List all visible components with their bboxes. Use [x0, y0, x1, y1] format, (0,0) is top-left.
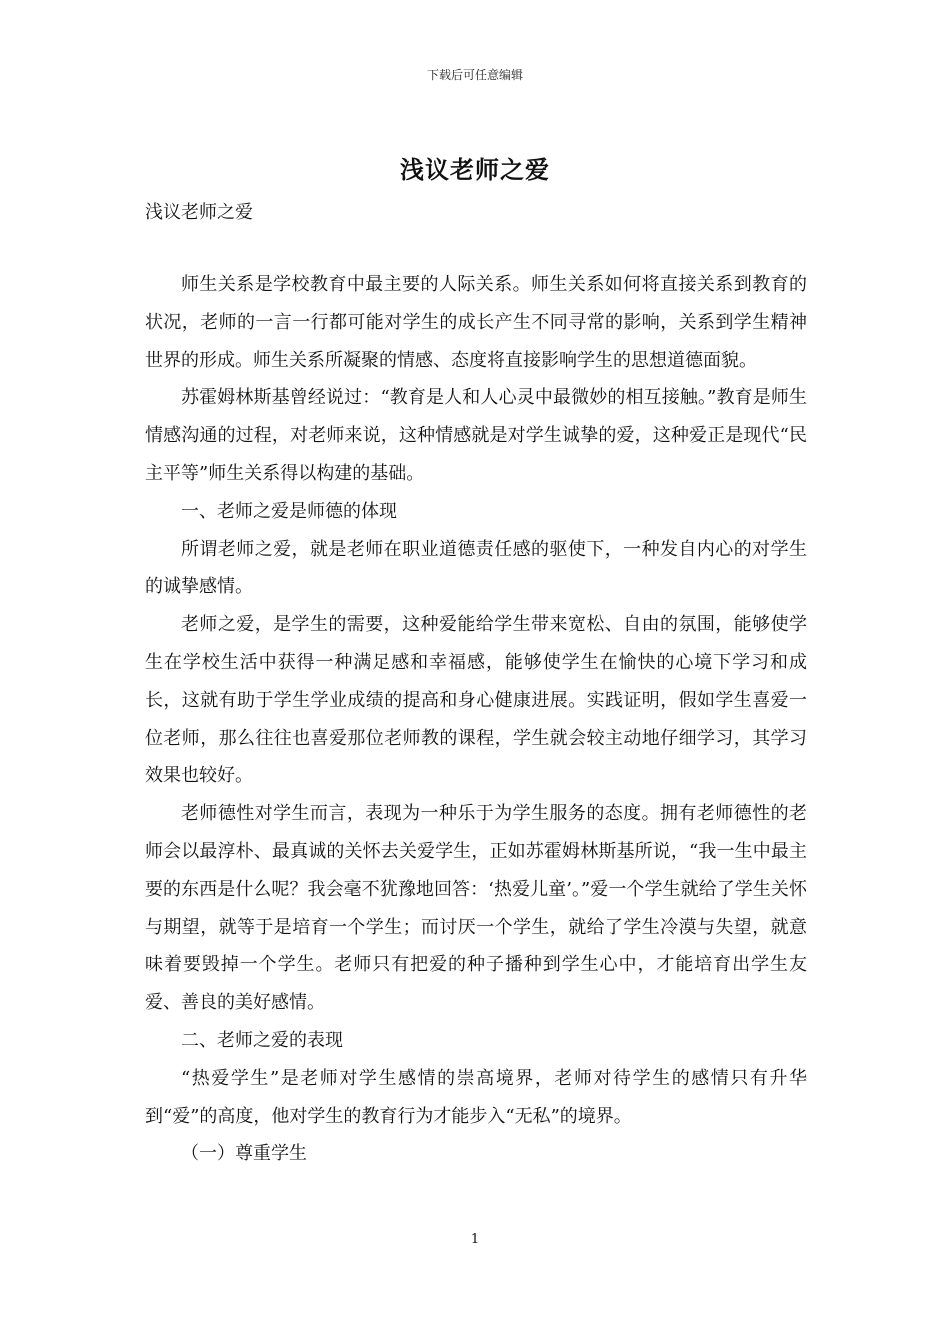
paragraph: “热爱学生”是老师对学生感情的崇高境界，老师对待学生的感情只有升华到“爱”的高度，他对学生的教育行为才能步入“无私”的境界。: [145, 1067, 807, 1127]
page-number: 1: [470, 1232, 480, 1247]
document-title: 浅议老师之爱: [400, 155, 550, 184]
paragraph: 师生关系是学校教育中最主要的人际关系。师生关系如何将直接关系到教育的状况，老师的一言一行都可能对学生的成长产生不同寻常的影响，关系到学生精神世界的形成。师生关系所凝聚的情感、态度将直接影响学生的思想道德面貌。: [145, 274, 807, 371]
paragraph: 所谓老师之爱，就是老师在职业道德责任感的驱使下，一种发自内心的对学生的诚挚感情。: [145, 538, 807, 598]
document-body: [145, 266, 807, 1173]
subsection-heading: （一）尊重学生: [181, 1143, 307, 1165]
document-subtitle: 浅议老师之爱: [145, 202, 253, 223]
paragraph: 老师之爱，是学生的需要，这种爱能给学生带来宽松、自由的氛围，能够使学生在学校生活中获得一种满足感和幸福感，能够使学生在愉快的心境下学习和成长，这就有助于学生学业成绩的提高和身心健康进展。实践证明，假如学生喜爱一位老师，那么往往也喜爱那位老师教的课程，学生就会较主动地仔细学习，其学习效果也较好。: [145, 614, 807, 787]
section-heading: 二、老师之爱的表现: [181, 1029, 343, 1051]
section-heading: 一、老师之爱是师德的体现: [181, 500, 397, 522]
paragraph: 苏霍姆林斯基曾经说过：“教育是人和人心灵中最微妙的相互接触。”教育是师生情感沟通的过程，对老师来说，这种情感就是对学生诚挚的爱，这种爱正是现代“民主平等”师生关系得以构建的基础。: [145, 387, 807, 484]
paragraph: 老师德性对学生而言，表现为一种乐于为学生服务的态度。拥有老师德性的老师会以最淳朴、最真诚的关怀去关爱学生，正如苏霍姆林斯基所说，“我一生中最主要的东西是什么呢？我会毫不犹豫地回答：‘热爱儿童’。”爱一个学生就给了学生关怀与期望，就等于是培育一个学生；而讨厌一个学生，就给了学生冷漠与失望，就意味着要毁掉一个学生。老师只有把爱的种子播种到学生心中，才能培育出学生友爱、善良的美好感情。: [145, 803, 807, 1014]
page-header: 下载后可任意编辑: [426, 68, 523, 82]
